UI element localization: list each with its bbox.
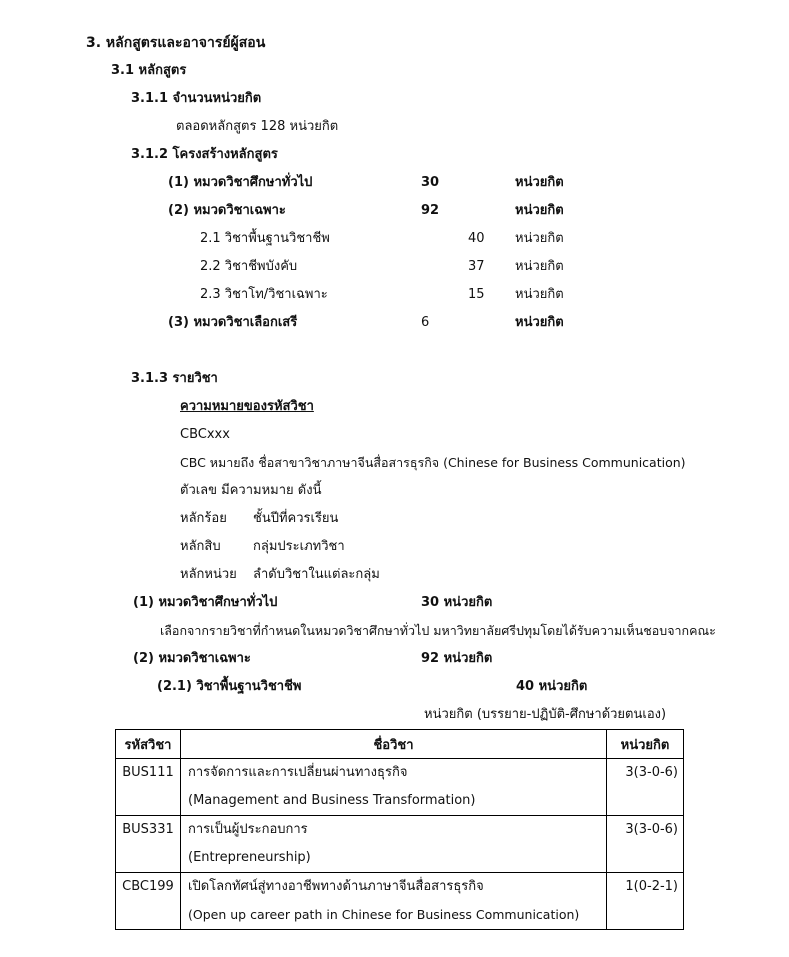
structure-label: (3) หมวดวิชาเลือกเสรี: [168, 315, 298, 330]
course-code: BUS331: [116, 816, 181, 873]
course-name-en: (Management and Business Transformation): [188, 793, 476, 808]
digit-place: หลักร้อย: [180, 511, 227, 526]
structure-sublabel: 2.1 วิชาพื้นฐานวิชาชีพ: [200, 231, 330, 246]
structure-unit: หน่วยกิต: [515, 259, 564, 274]
core-label: (2.1) วิชาพื้นฐานวิชาชีพ: [157, 679, 302, 694]
structure-value: 6: [421, 315, 430, 330]
course-name-en: (Open up career path in Chinese for Business Communication): [188, 907, 580, 922]
total-credits-text: ตลอดหลักสูตร 128 หน่วยกิต: [176, 119, 339, 134]
course-name: [181, 759, 607, 816]
course-list-heading: 3.1.3 รายวิชา: [131, 371, 218, 386]
cbc-meaning: CBC หมายถึง ชื่อสาขาวิชาภาษาจีนสื่อสารธุรกิจ (Chinese for Business Communication): [180, 455, 686, 470]
table-row: [116, 816, 684, 873]
course-name: [181, 816, 607, 873]
course-name-th: การเป็นผู้ประกอบการ: [188, 822, 308, 837]
column-header-name: ชื่อวิชา: [181, 730, 607, 759]
course-credit: 3(3-0-6): [607, 759, 684, 816]
structure-value: 30: [421, 175, 440, 190]
structure-label: (2) หมวดวิชาเฉพาะ: [168, 203, 286, 218]
specific-credits: 92 หน่วยกิต: [421, 651, 493, 666]
course-credit: 3(3-0-6): [607, 816, 684, 873]
structure-subvalue: 15: [468, 287, 485, 302]
section-heading: 3. หลักสูตรและอาจารย์ผู้สอน: [86, 35, 266, 51]
digit-meaning: ชั้นปีที่ควรเรียน: [253, 511, 339, 526]
credit-note: หน่วยกิต (บรรยาย-ปฏิบัติ-ศึกษาด้วยตนเอง): [424, 707, 667, 722]
course-code: BUS111: [116, 759, 181, 816]
specific-label: (2) หมวดวิชาเฉพาะ: [133, 651, 251, 666]
table-header-row: [116, 730, 684, 759]
column-header-code: รหัสวิชา: [116, 730, 181, 759]
structure-subvalue: 40: [468, 231, 485, 246]
structure-subvalue: 37: [468, 259, 485, 274]
column-header-credit: หน่วยกิต: [607, 730, 684, 759]
gen-ed-label: (1) หมวดวิชาศึกษาทั่วไป: [133, 595, 278, 610]
course-name-th: การจัดการและการเปลี่ยนผ่านทางธุรกิจ: [188, 765, 408, 780]
course-table: [115, 729, 684, 930]
structure-sublabel: 2.3 วิชาโท/วิชาเฉพาะ: [200, 287, 328, 302]
digit-meaning: ลำดับวิชาในแต่ละกลุ่ม: [253, 567, 380, 582]
gen-ed-description: เลือกจากรายวิชาที่กำหนดในหมวดวิชาศึกษาทั่วไป มหาวิทยาลัยศรีปทุมโดยได้รับความเห็นชอบจากคณะ: [160, 623, 716, 638]
structure-heading: 3.1.2 โครงสร้างหลักสูตร: [131, 147, 278, 162]
structure-value: 92: [421, 203, 440, 218]
structure-unit: หน่วยกิต: [515, 315, 564, 330]
course-name: [181, 873, 607, 930]
course-credit: 1(0-2-1): [607, 873, 684, 930]
core-credits: 40 หน่วยกิต: [516, 679, 588, 694]
digits-intro: ตัวเลข มีความหมาย ดังนี้: [180, 483, 322, 498]
digit-meaning: กลุ่มประเภทวิชา: [253, 539, 345, 554]
table-row: [116, 759, 684, 816]
structure-unit: หน่วยกิต: [515, 231, 564, 246]
code-pattern: CBCxxx: [180, 427, 230, 442]
course-name-th: เปิดโลกทัศน์สู่ทางอาชีพทางด้านภาษาจีนสื่อสารธุรกิจ: [188, 879, 484, 894]
credits-heading: 3.1.1 จำนวนหน่วยกิต: [131, 91, 262, 106]
digit-place: หลักสิบ: [180, 539, 221, 554]
subsection-heading: 3.1 หลักสูตร: [111, 63, 187, 78]
gen-ed-credits: 30 หน่วยกิต: [421, 595, 493, 610]
course-name-en: (Entrepreneurship): [188, 850, 311, 865]
structure-unit: หน่วยกิต: [515, 287, 564, 302]
table-row: [116, 873, 684, 930]
code-meaning-title: ความหมายของรหัสวิชา: [180, 399, 314, 414]
structure-unit: หน่วยกิต: [515, 175, 564, 190]
digit-place: หลักหน่วย: [180, 567, 237, 582]
structure-sublabel: 2.2 วิชาชีพบังคับ: [200, 259, 298, 274]
structure-label: (1) หมวดวิชาศึกษาทั่วไป: [168, 175, 313, 190]
course-code: CBC199: [116, 873, 181, 930]
structure-unit: หน่วยกิต: [515, 203, 564, 218]
